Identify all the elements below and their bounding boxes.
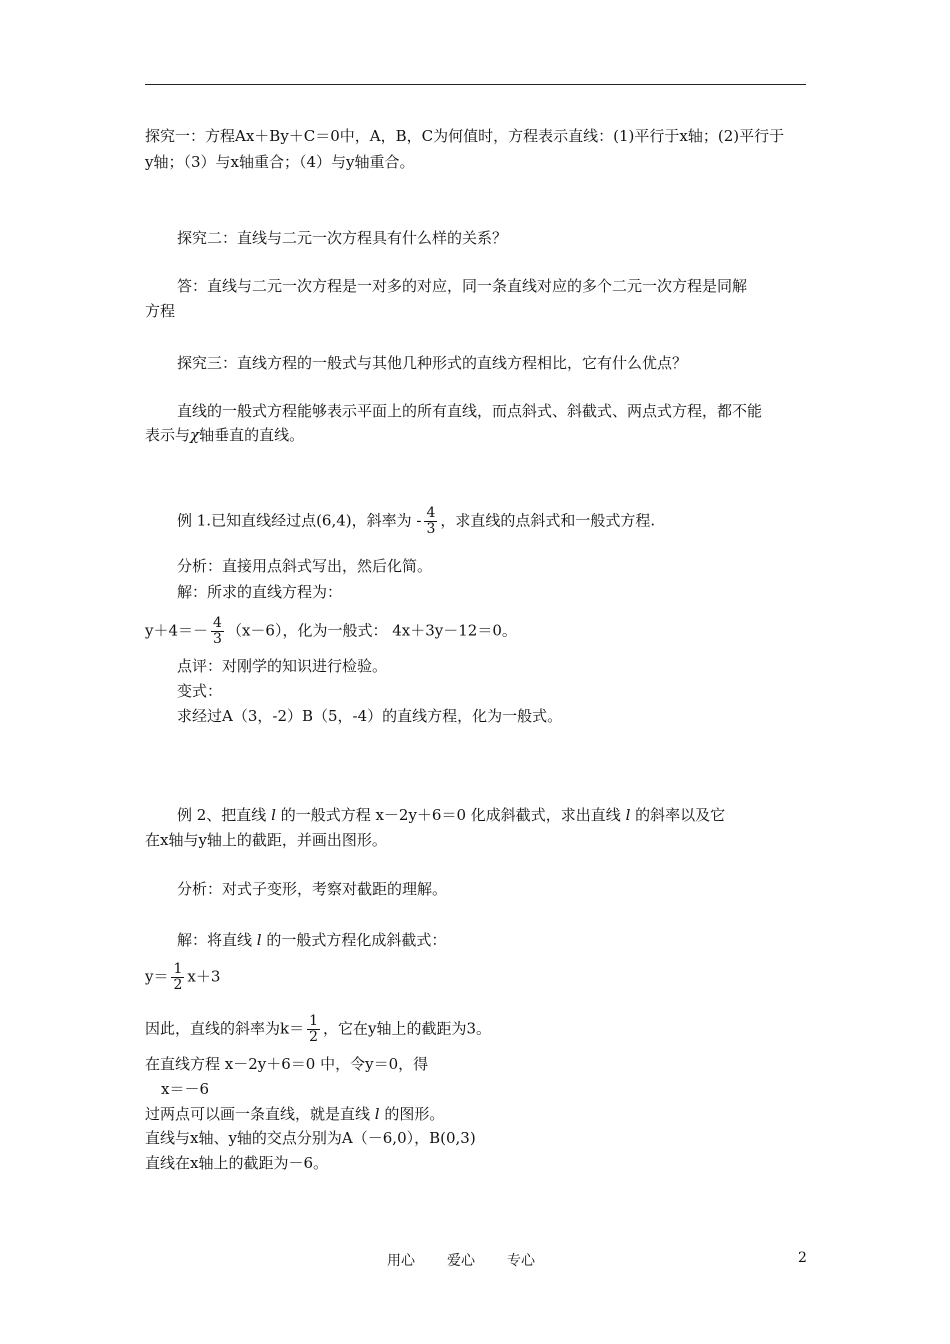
example2-stem-line1 [177, 805, 725, 825]
fraction-numerator: 1 [309, 1013, 319, 1029]
line-symbol: l [374, 1105, 380, 1123]
text-segment: 因此，直线的斜率为k＝ [145, 1019, 305, 1038]
text-segment: 例 1.已知直线经过点(6,4)，斜率为 - [177, 511, 422, 530]
explore2-answer-line2: 方程 [145, 302, 176, 320]
text-segment: x＋3 [187, 967, 221, 986]
line-symbol: l [625, 806, 631, 824]
example1-comment: 点评：对刚学的知识进行检验。 [177, 657, 388, 675]
example2-slope-line [145, 1014, 491, 1045]
footer-motto-3: 专心 [507, 1253, 535, 1269]
footer-motto-2: 爱心 [447, 1253, 475, 1269]
slope-fraction [424, 506, 437, 537]
explore2-question: 探究二：直线与二元一次方程具有什么样的关系？ [177, 229, 508, 247]
example2-x-intercept: 直线在x轴上的截距为－6。 [145, 1154, 329, 1172]
example2-slope-intercept-eq [145, 962, 220, 993]
text-segment: 表示与 [145, 426, 191, 444]
example2-solution-intro [177, 930, 446, 950]
slope-fraction [307, 1014, 320, 1045]
example2-stem-line2: 在x轴与y轴上的截距，并画出图形。 [145, 831, 387, 849]
example2-let-line: 在直线方程 x－2y＋6＝0 中，令y＝0，得 [145, 1055, 429, 1073]
fraction-numerator: 1 [173, 961, 183, 977]
text-segment: y＝ [145, 967, 169, 986]
equation-fraction [211, 616, 224, 647]
example2-points: 直线与x轴、y轴的交点分别为A（－6,0），B(0,3) [145, 1129, 476, 1147]
explore3-question: 探究三：直线方程的一般式与其他几种形式的直线方程相比，它有什么优点？ [177, 354, 688, 372]
text-segment: 解：将直线 [177, 931, 253, 949]
example2-x-value: x＝－6 [161, 1080, 210, 1098]
variable-chi: χ [190, 426, 200, 444]
fraction-denominator: 3 [213, 631, 222, 647]
text-segment: ，它在y轴上的截距为3。 [323, 1019, 492, 1038]
example2-draw-line [145, 1104, 444, 1124]
text-segment: 的斜率以及它 [635, 806, 726, 824]
text-segment: 例 2、把直线 [177, 806, 267, 824]
fraction-numerator: 4 [426, 505, 436, 521]
text-segment: （x－6），化为一般式： 4x＋3y－12＝0。 [226, 621, 517, 640]
explore1-line2: y轴；（3）与x轴重合；（4）与y轴重合。 [145, 153, 415, 171]
fraction-numerator: 4 [213, 615, 222, 631]
text-segment: 的一般式方程化成斜截式： [266, 931, 447, 949]
explore2-answer-line1: 答：直线与二元一次方程是一对多的对应，同一条直线对应的多个二元一次方程是同解 [177, 277, 748, 295]
example1-analysis: 分析：直接用点斜式写出，然后化简。 [177, 557, 433, 575]
line-symbol: l [256, 931, 262, 949]
explore3-answer-line1: 直线的一般式方程能够表示平面上的所有直线，而点斜式、斜截式、两点式方程，都不能 [177, 402, 763, 420]
example1-stem [177, 506, 655, 537]
equation-fraction [171, 962, 184, 993]
text-segment: 的图形。 [384, 1105, 445, 1123]
footer-motto-1: 用心 [387, 1253, 415, 1269]
line-symbol: l [271, 806, 276, 824]
explore3-answer-line2 [145, 425, 304, 445]
example1-variant-label: 变式： [177, 682, 223, 700]
text-segment: 过两点可以画一条直线，就是直线 [145, 1105, 371, 1123]
example1-variant-text: 求经过A（3，-2）B（5，-4）的直线方程，化为一般式。 [177, 707, 563, 725]
fraction-denominator: 2 [173, 977, 183, 993]
example1-equation [145, 616, 517, 647]
example1-solution-intro: 解：所求的直线方程为： [177, 583, 343, 601]
fraction-denominator: 3 [426, 521, 436, 537]
header-rule [145, 84, 806, 85]
text-segment: 的一般式方程 x－2y＋6＝0 化成斜截式，求出直线 [280, 806, 621, 824]
text-segment: ，求直线的点斜式和一般式方程. [440, 511, 656, 530]
explore1-line1: 探究一：方程Ax＋By＋C＝0中，A，B，C为何值时，方程表示直线：(1)平行于x轴；(2)平行于 [145, 127, 785, 145]
text-segment: y＋4＝－ [145, 621, 209, 640]
fraction-denominator: 2 [309, 1029, 319, 1045]
example2-analysis: 分析：对式子变形，考察对截距的理解。 [177, 880, 448, 898]
page-number: 2 [798, 1250, 807, 1266]
text-segment: 轴垂直的直线。 [199, 426, 305, 444]
